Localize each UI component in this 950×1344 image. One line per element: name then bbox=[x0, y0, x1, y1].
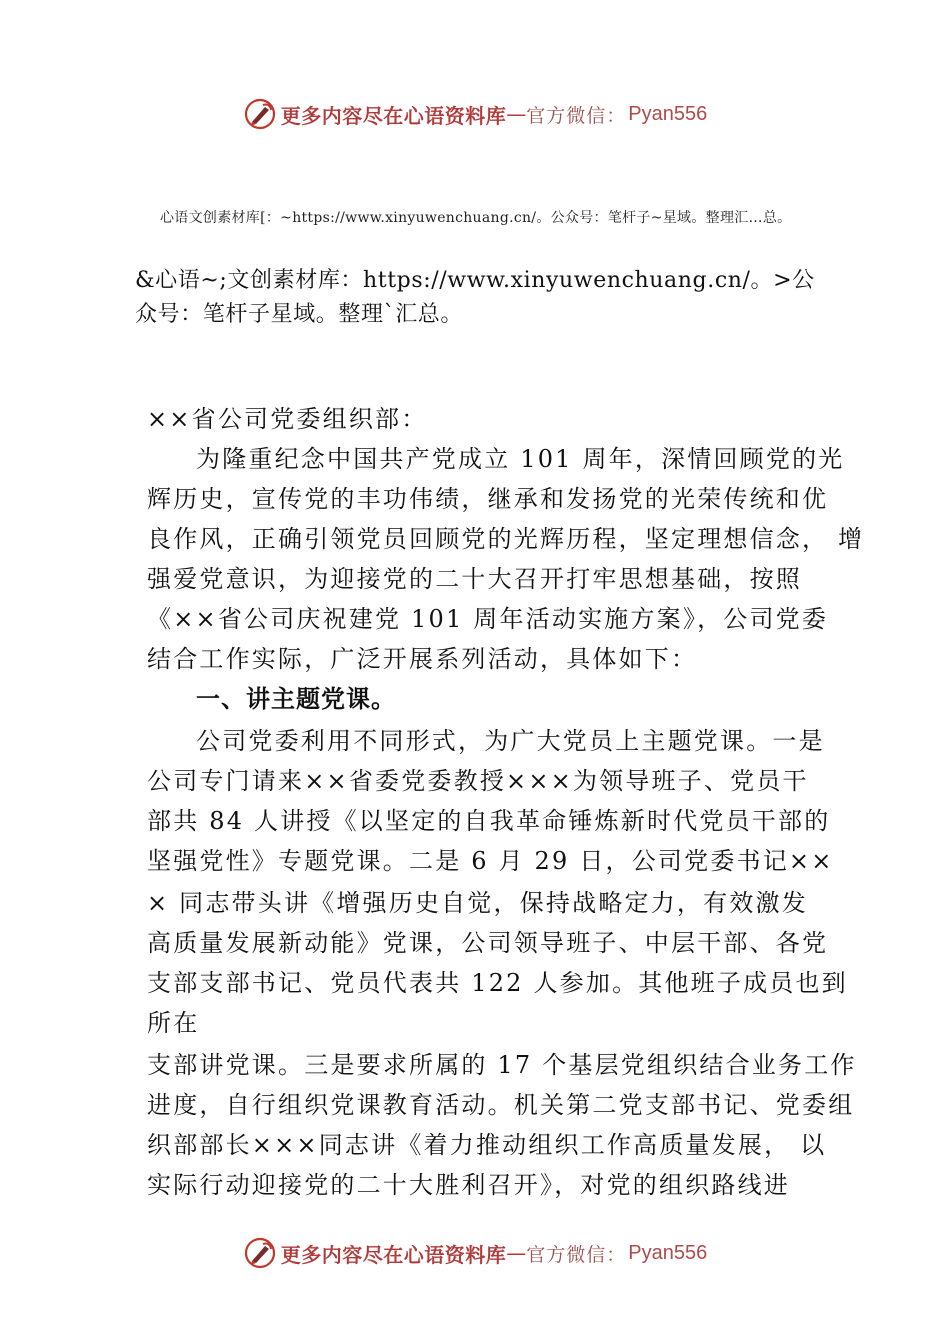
banner-wechat-label: 官方微信： bbox=[526, 104, 627, 127]
banner-separator: — bbox=[506, 1241, 527, 1265]
source-note-line-1: &心语~;文创素材库：https://www.xinyuwenchuang.cn/。>公 bbox=[135, 268, 815, 293]
paragraph-line: 坚强党性》专题党课。二是 6 月 29 日，公司党委书记×× bbox=[147, 847, 834, 875]
paragraph-line: 为隆重纪念中国共产党成立 101 周年，深情回顾党的光 bbox=[196, 445, 845, 473]
paragraph-line: 强爱党意识，为迎接党的二十大召开打牢思想基础，按照 bbox=[147, 565, 802, 593]
banner-brand: 更多内容尽在心语资料库 bbox=[280, 1242, 507, 1267]
banner-separator: — bbox=[506, 102, 527, 126]
banner-wechat-id: Pyan556 bbox=[628, 102, 708, 125]
banner-wechat-label: 官方微信： bbox=[526, 1243, 627, 1266]
paragraph-line: × 同志带头讲《增强历史自觉，保持战略定力，有效激发 bbox=[147, 889, 808, 917]
salutation: ××省公司党委组织部： bbox=[147, 405, 428, 433]
paragraph-line: 良作风，正确引领党员回顾党的光辉历程，坚定理想信念， 增 bbox=[147, 525, 865, 553]
paragraph-line: 高质量发展新动能》党课，公司领导班子、中层干部、各党 bbox=[147, 929, 829, 957]
pen-logo-icon bbox=[243, 1236, 277, 1270]
header-banner bbox=[0, 94, 950, 134]
source-note-line-2: 众号：笔杆子星域。整理`汇总。 bbox=[135, 302, 464, 327]
footer-banner bbox=[0, 1233, 950, 1273]
paragraph-line: 《××省公司庆祝建党 101 周年活动实施方案》，公司党委 bbox=[147, 605, 829, 633]
section-heading: 一、讲主题党课。 bbox=[196, 685, 396, 713]
small-source-note: 心语文创素材库[：~https://www.xinyuwenchuang.cn/。公众号：笔杆子~星域。整理汇…总。 bbox=[160, 210, 792, 226]
paragraph-line: 支部支部书记、党员代表共 122 人参加。其他班子成员也到 bbox=[147, 969, 848, 997]
paragraph-line: 织部部长×××同志讲《着力推动组织工作高质量发展， 以 bbox=[147, 1131, 827, 1159]
paragraph-line: 公司党委利用不同形式，为广大党员上主题党课。一是 bbox=[196, 727, 825, 755]
paragraph-line: 辉历史，宣传党的丰功伟绩，继承和发扬党的光荣传统和优 bbox=[147, 485, 829, 513]
pen-logo-icon bbox=[243, 97, 277, 131]
paragraph-line: 实际行动迎接党的二十大胜利召开》，对党的组织路线进 bbox=[147, 1171, 790, 1199]
paragraph-line: 支部讲党课。三是要求所属的 17 个基层党组织结合业务工作 bbox=[147, 1051, 857, 1079]
paragraph-line: 公司专门请来××省委党委教授×××为领导班子、党员干 bbox=[147, 767, 809, 795]
paragraph-line: 结合工作实际，广泛开展系列活动，具体如下： bbox=[147, 645, 698, 673]
paragraph-line: 所在 bbox=[147, 1009, 200, 1037]
banner-brand: 更多内容尽在心语资料库 bbox=[280, 103, 507, 128]
paragraph-line: 部共 84 人讲授《以坚定的自我革命锤炼新时代党员干部的 bbox=[147, 807, 831, 835]
paragraph-line: 进度，自行组织党课教育活动。机关第二党支部书记、党委组 bbox=[147, 1091, 855, 1119]
banner-wechat-id: Pyan556 bbox=[628, 1241, 708, 1264]
